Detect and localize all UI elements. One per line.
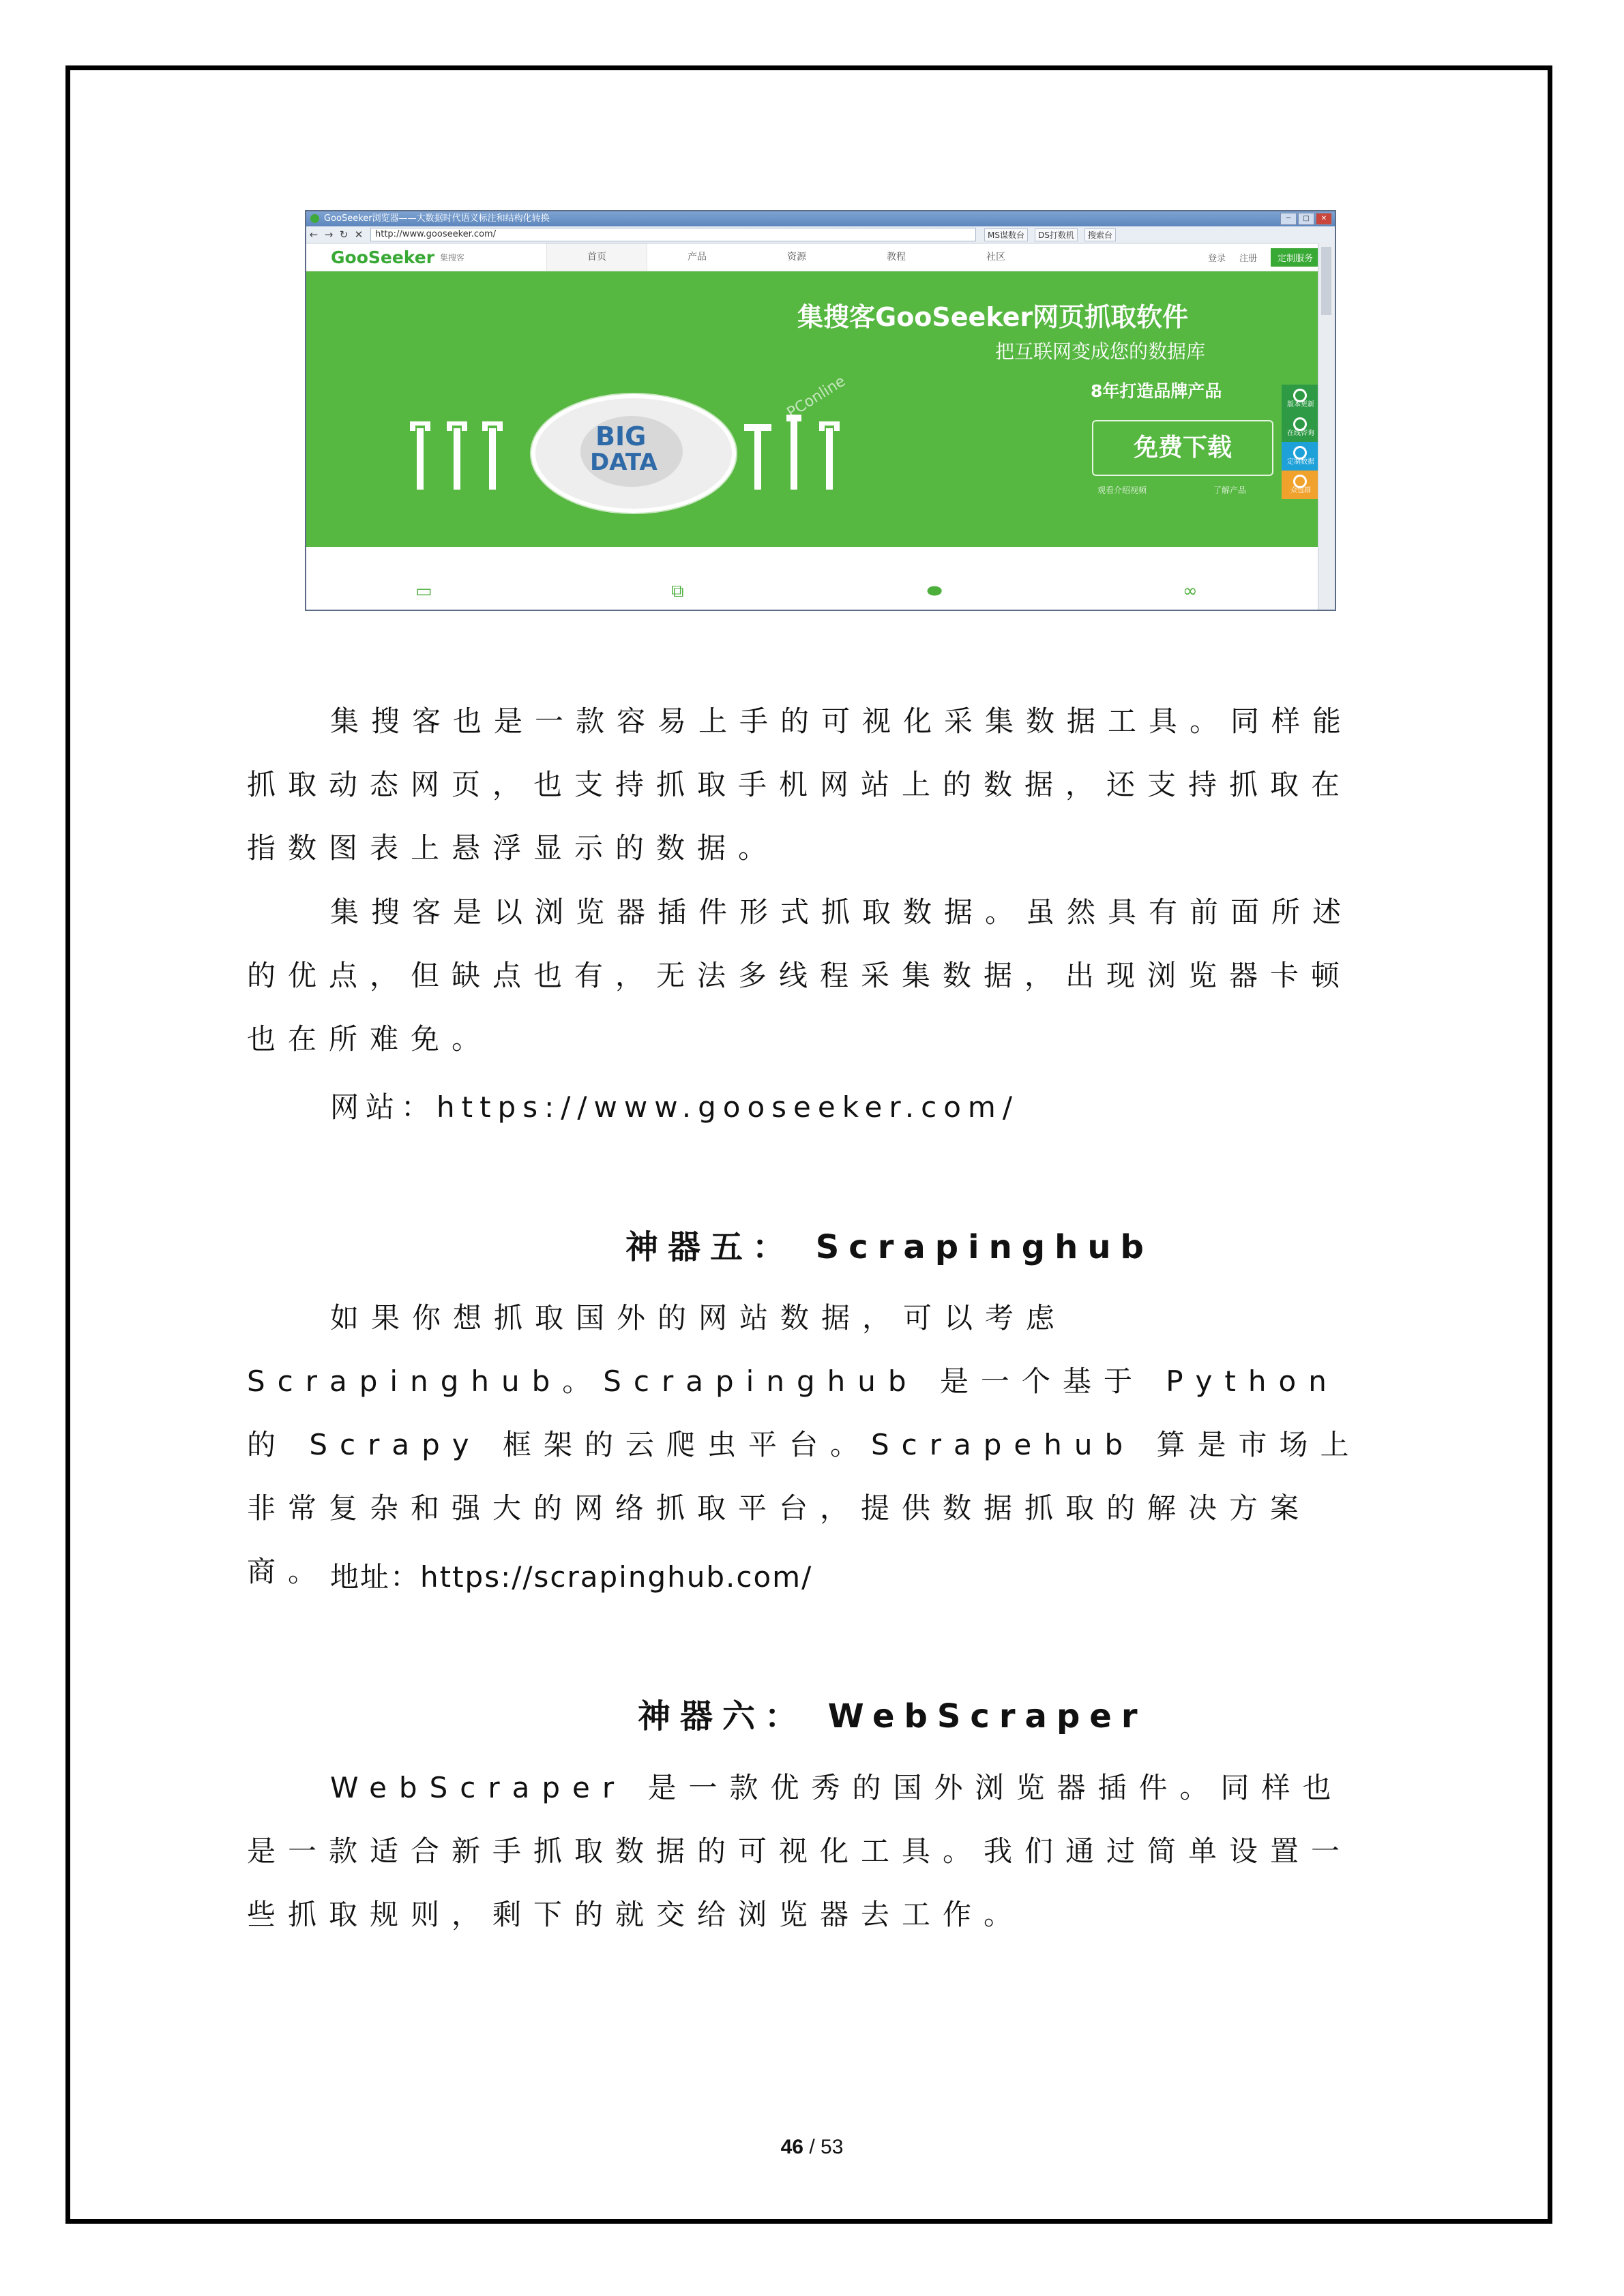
addr-extra-item: DS打数机 [1035, 228, 1078, 241]
page-separator: / [809, 2136, 815, 2158]
window-title: GooSeeker浏览器——大数据时代语义标注和结构化转换 [324, 213, 550, 224]
side-tool-consult: 在线咨询 [1282, 413, 1320, 442]
stop-icon: ✕ [354, 228, 364, 241]
register-link: 注册 [1239, 253, 1257, 264]
paragraph-gooseeker-intro [247, 689, 1372, 880]
hero-banner [306, 271, 1320, 547]
big-data-line1: BIG [595, 421, 647, 451]
side-tool-group: 众包群 [1282, 471, 1320, 499]
address-bar [306, 226, 1335, 243]
paragraph-scrapinghub-text: 如果你想抓取国外的网站数据，可以考虑 Scrapinghub。Scrapinghub 是一个基于 Python 的 Scrapy 框架的云爬虫平台。Scrapehub 算是市场上非常复杂和强大的网络抓取平台，提供数据抓取的解决方案商。 [247, 1301, 1361, 1588]
heading-tool-six: 神器六： WebScraper [638, 1697, 1147, 1735]
paragraph-webscraper [247, 1756, 1372, 1946]
database-icon: ⬬ [927, 581, 943, 601]
gooseeker-screenshot [305, 210, 1336, 611]
scrapinghub-address: 地址：https://scrapinghub.com/ [330, 1560, 813, 1594]
layers-icon: ⧉ [671, 581, 684, 601]
url-field: http://www.gooseeker.com/ [370, 228, 976, 241]
heading-tool-five: 神器五： Scrapinghub [625, 1228, 1153, 1266]
banner-title: 集搜客GooSeeker网页抓取软件 [797, 302, 1189, 332]
wrench-tools-left-icon [409, 415, 511, 490]
browser-favicon-icon [310, 214, 319, 223]
page-total: 53 [821, 2136, 844, 2158]
wrench-tools-right-icon [743, 415, 852, 490]
paragraph-gooseeker-cons-text: 集搜客是以浏览器插件形式抓取数据。虽然具有前面所述的优点，但缺点也有，无法多线程采集数据，出现浏览器卡顿也在所难免。 [247, 895, 1354, 1056]
banner-video-link: 观看介绍视频 [1097, 486, 1147, 495]
site-logo-sub: 集搜客 [440, 252, 465, 263]
infinity-icon: ∞ [1183, 581, 1198, 601]
side-tool-update: 版本更新 [1282, 385, 1320, 413]
page-current: 46 [780, 2136, 803, 2158]
download-button: 免费下载 [1092, 420, 1273, 476]
banner-product-link: 了解产品 [1213, 486, 1247, 495]
window-controls [1280, 213, 1332, 225]
maximize-icon: □ [1298, 213, 1314, 225]
minimize-icon: ─ [1280, 213, 1297, 225]
paragraph-webscraper-text: WebScraper 是一款优秀的国外浏览器插件。同样也是一款适合新手抓取数据的可视化工具。我们通过简单设置一些抓取规则，剩下的就交给浏览器去工作。 [247, 1771, 1353, 1931]
paragraph-gooseeker-cons [247, 880, 1372, 1071]
scrollbar [1318, 243, 1335, 610]
reload-icon: ↻ [339, 228, 349, 241]
side-tool-data: 定制数据 [1282, 442, 1320, 471]
nav-item-community: 社区 [986, 252, 1006, 263]
addr-extra-item: MS谋数台 [984, 228, 1028, 241]
paragraph-gooseeker-intro-text: 集搜客也是一款容易上手的可视化采集数据工具。同样能抓取动态网页，也支持抓取手机网站上的数据，还支持抓取在指数图表上悬浮显示的数据。 [247, 704, 1354, 865]
back-arrow-icon: ← [309, 228, 319, 241]
nav-item-tutorials: 教程 [887, 252, 906, 263]
custom-service-button: 定制服务 [1271, 248, 1320, 267]
site-logo: GooSeeker [331, 247, 435, 267]
feature-icons-row [306, 573, 1320, 611]
addr-extra-item: 搜索台 [1084, 228, 1116, 241]
side-toolbar [1282, 385, 1320, 499]
forward-arrow-icon: → [324, 228, 334, 241]
nav-account [1208, 248, 1320, 267]
big-data-emblem [531, 394, 736, 513]
nav-item-products: 产品 [688, 252, 707, 263]
address-extras [984, 228, 1116, 241]
nav-item-resources: 资源 [787, 252, 807, 263]
banner-subtitle: 把互联网变成您的数据库 [995, 340, 1206, 363]
gooseeker-website: 网站：https://www.gooseeker.com/ [330, 1090, 1019, 1124]
login-link: 登录 [1207, 253, 1226, 264]
pconline-watermark: PConline [784, 372, 849, 422]
nav-item-home: 首页 [546, 243, 647, 271]
close-icon: ✕ [1316, 213, 1332, 225]
site-nav [306, 243, 1335, 271]
banner-brand: 8年打造品牌产品 [1091, 381, 1222, 401]
page-number [0, 2136, 1624, 2159]
image-icon: ▭ [415, 581, 432, 601]
scrollbar-thumb [1321, 247, 1331, 315]
big-data-line2: DATA [590, 449, 658, 476]
browser-titlebar [306, 211, 1335, 226]
